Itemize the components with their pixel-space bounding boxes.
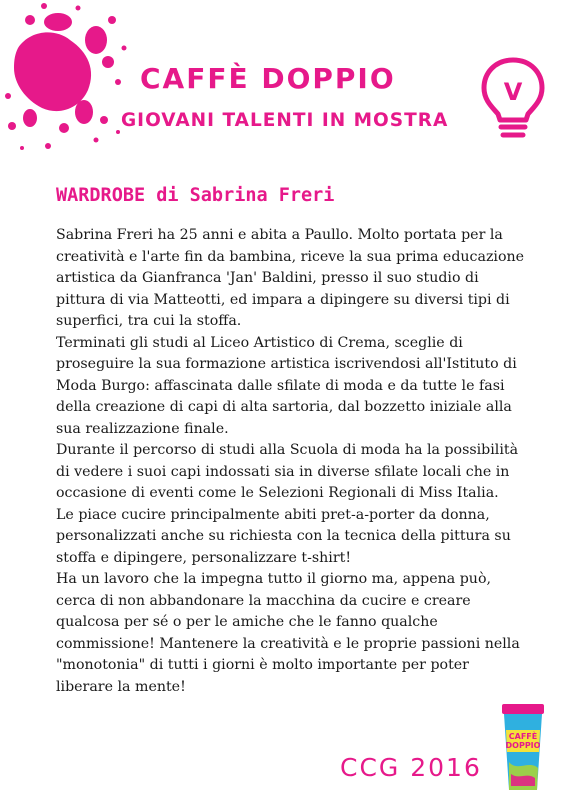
article-title: WARDROBE di Sabrina Freri [56,185,335,206]
article-paragraph: Ha un lavoro che la impegna tutto il giorno ma, appena può, cerca di non abbandonare la macchina da cucire e creare qualcosa per sé o per le amiche che le fanno qualche commissione! Mantenere la creatività e le proprie passioni nella "monotonia" di tutti i giorni è molto importante per poter liberare la mente! [56,571,520,695]
footer-label: CCG 2016 [340,753,482,782]
article-paragraph: Durante il percorso di studi alla Scuola di moda ha la possibilità di vedere i suoi capi indossati sia in diverse sfilate locali che in occasione di eventi come le Selezioni Regionali di Miss Italia. [56,442,519,501]
article-paragraph: Le piace cucire principalmente abiti pret-a-porter da donna, personalizzati anche su richiesta con la tecnica della pittura su stoffa e dipingere, personalizzare t-shirt! [56,506,511,566]
page-title: CAFFÈ DOPPIO [140,62,396,95]
paint-splash-graphic [0,0,135,160]
cup-text-top: CAFFÈ [508,732,538,741]
coffee-cup-logo-icon [499,702,547,794]
article-body [56,225,526,698]
article-paragraph: Terminati gli studi al Liceo Artistico di Crema, sceglie di proseguire la sua formazione artistica iscrivendosi all'Istituto di Moda Burgo: affascinata dalle sfilate di moda e da tutte le fasi della creazione di capi di alta sartoria, dal bozzetto iniziale alla sua realizzazione finale. [56,334,517,437]
lightbulb-logo-icon [478,54,548,144]
article-paragraph: Sabrina Freri ha 25 anni e abita a Paullo. Molto portata per la creatività e l'arte fin da bambina, riceve la sua prima educazione artistica da Gianfranca 'Jan' Baldini, presso il suo studio di pittura di via Matteotti, ed impara a dipingere su diversi tipi di superfici, tra cui la stoffa. [56,227,525,329]
bulb-letter: V [503,78,523,106]
cup-text-bottom: DOPPIO [505,741,541,750]
page-subtitle: GIOVANI TALENTI IN MOSTRA [121,110,449,131]
